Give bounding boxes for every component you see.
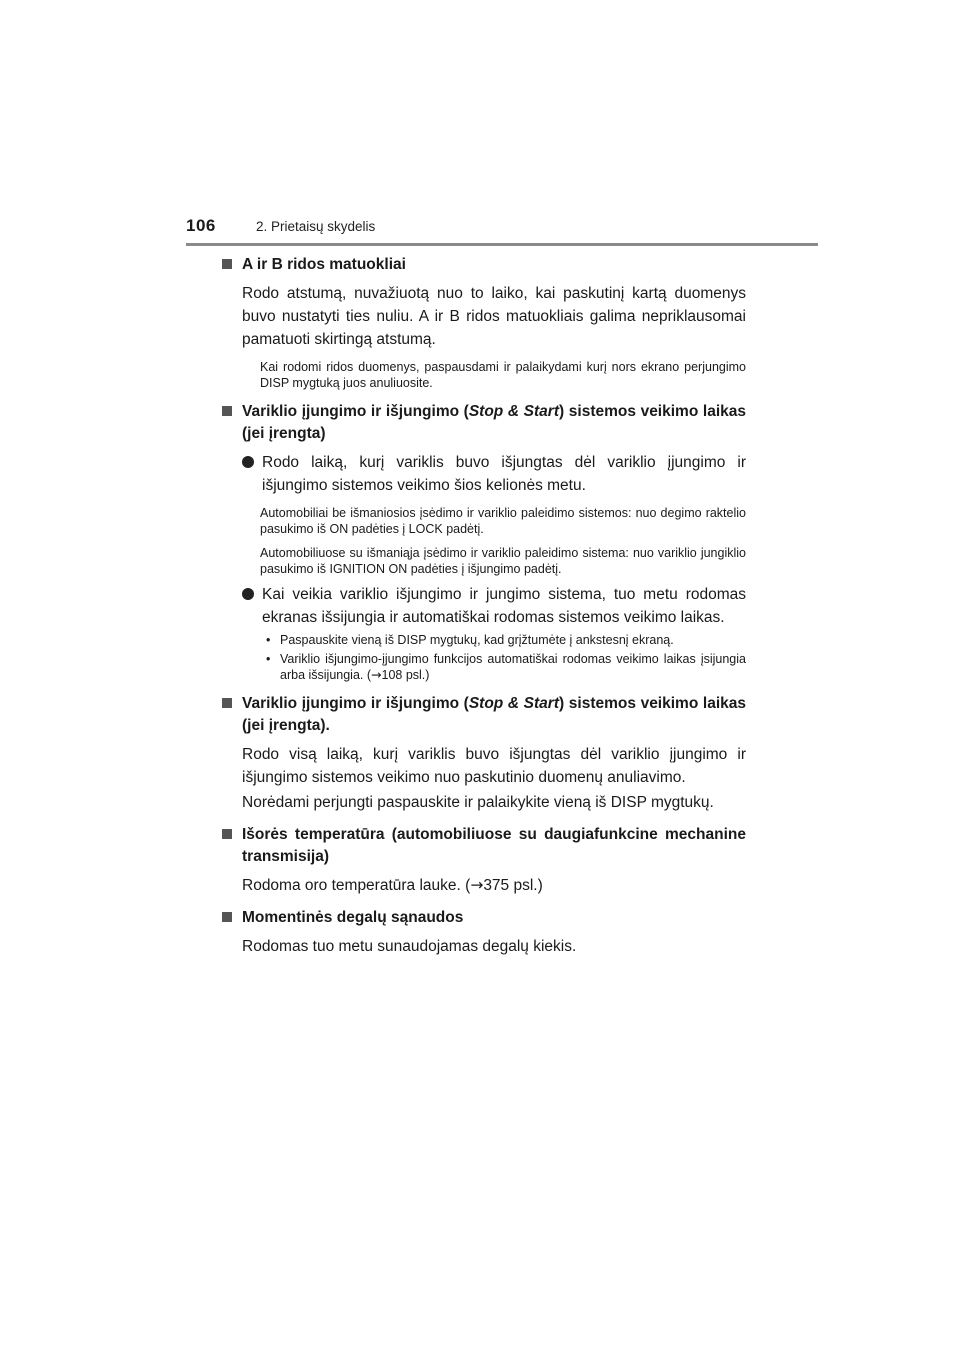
bullet-icon: • xyxy=(266,633,271,647)
page-number: 106 xyxy=(186,216,216,235)
bullet-item: • Paspauskite vieną iš DISP mygtukų, kad grįžtumėte į ankstesnį ekraną. xyxy=(266,633,674,647)
circle-bullet-icon xyxy=(242,456,254,468)
square-bullet-icon xyxy=(222,698,232,708)
section-body: Norėdami perjungti paspauskite ir palaikykite vieną iš DISP mygtukų. xyxy=(242,794,714,811)
section-body: Rodoma oro temperatūra lauke. (→375 psl.) xyxy=(242,876,543,894)
arrow-icon: → xyxy=(371,667,382,682)
square-bullet-icon xyxy=(222,406,232,416)
page-header xyxy=(186,216,375,236)
list-item: Rodo laiką, kurį variklis buvo išjungtas dėl variklio įjungimo ir išjungimo sistemos veikimo šios kelionės metu. xyxy=(222,451,746,497)
bullet-item: • Variklio išjungimo-įjungimo funkcijos automatiškai rodomas veikimo laikas įsijungia arba išsijungia. (→108 psl.) xyxy=(266,652,746,682)
header-rule xyxy=(186,243,818,246)
section-note: Automobiliai be išmaniosios įsėdimo ir variklio paleidimo sistemos: nuo degimo raktelio pasukimo iš ON padėties į LOCK padėtį. xyxy=(260,506,746,536)
square-bullet-icon xyxy=(222,829,232,839)
bullet-icon: • xyxy=(266,652,271,666)
square-bullet-icon xyxy=(222,259,232,269)
section-note: Automobiliuose su išmaniąja įsėdimo ir variklio paleidimo sistema: nuo variklio jungiklio pasukimo iš IGNITION ON padėties į išjungimo padėtį. xyxy=(260,546,746,576)
section-title-stop-start-total: Variklio įjungimo ir išjungimo (Stop & Start) sistemos veikimo laikas (jei įrengta). xyxy=(222,693,746,737)
section-body: Rodo atstumą, nuvažiuotą nuo to laiko, kai paskutinį kartą duomenys buvo nustatyti ties nuliu. A ir B ridos matuokliais galima nepriklausomai pamatuoti skirtingą atstumą. xyxy=(242,285,746,348)
section-body: Rodo visą laiką, kurį variklis buvo išjungtas dėl variklio įjungimo ir išjungimo sistemos veikimo nuo paskutinio duomenų anuliavimo. xyxy=(242,746,746,786)
section-title-instant-fuel: Momentinės degalų sąnaudos xyxy=(222,907,746,929)
section-title-trip-meters: A ir B ridos matuokliai xyxy=(222,254,746,276)
section-note: Kai rodomi ridos duomenys, paspausdami ir palaikydami kurį nors ekrano perjungimo DISP mygtuką juos anuliuosite. xyxy=(260,360,746,390)
circle-bullet-icon xyxy=(242,588,254,600)
arrow-icon: → xyxy=(470,876,484,894)
square-bullet-icon xyxy=(222,912,232,922)
section-title-stop-start-trip: Variklio įjungimo ir išjungimo (Stop & Start) sistemos veikimo laikas (jei įrengta) xyxy=(222,401,746,445)
chapter-title: 2. Prietaisų skydelis xyxy=(256,219,376,234)
list-item: Kai veikia variklio išjungimo ir jungimo sistema, tuo metu rodomas ekranas išsijungia ir automatiškai rodomas sistemos veikimo laikas. xyxy=(222,583,746,629)
section-body: Rodomas tuo metu sunaudojamas degalų kiekis. xyxy=(242,938,577,955)
section-title-outside-temperature: Išorės temperatūra (automobiliuose su daugiafunkcine mechanine transmisija) xyxy=(222,824,746,868)
page-content xyxy=(222,254,746,958)
